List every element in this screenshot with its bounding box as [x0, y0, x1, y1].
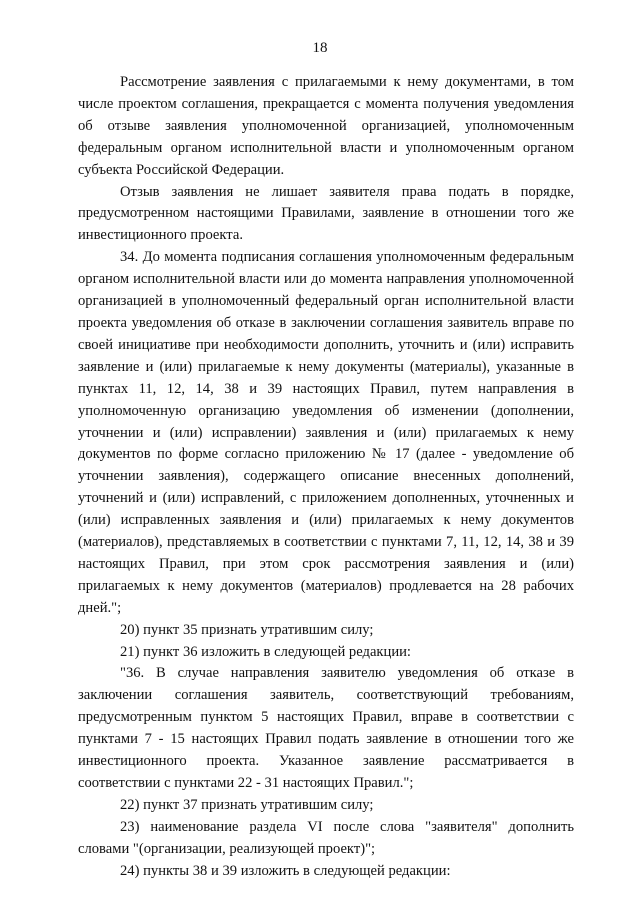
paragraph-amendment-23: 23) наименование раздела VI после слова "заявителя" дополнить словами "(организации, реализующей проект)"; — [78, 818, 574, 857]
paragraph-withdrawal-termination: Рассмотрение заявления с прилагаемыми к нему документами, в том числе проектом соглашения, прекращается с момента получения уведомления об отзыве заявления уполномоченной организацией, уполномоченным федеральным органом исполнительной власти и уполномоченным органом субъекта Российской Федерации. — [78, 74, 574, 178]
paragraph-withdrawal-rights: Отзыв заявления не лишает заявителя права подать в порядке, предусмотренном настоящими Правилами, заявление в отношении того же инвестиционного проекта. — [78, 183, 574, 244]
paragraph-amendment-24: 24) пункты 38 и 39 изложить в следующей редакции: — [120, 862, 451, 879]
document-body — [78, 72, 574, 883]
page-number: 18 — [312, 40, 328, 56]
paragraph-item-34: 34. До момента подписания соглашения уполномоченным федеральным органом исполнительной власти или до момента направления уполномоченной организацией в уполномоченный федеральный орган исполнительной власти проекта уведомления об отказе в заключении соглашения заявитель вправе по своей инициативе при необходимости дополнить, уточнить и (или) исправить заявление и (или) прилагаемые к нему документы (материалы), указанные в пунктах 11, 12, 14, 38 и 39 настоящих Правил, путем направления в уполномоченную организацию уведомления об изменении (дополнении, уточнении и (или) исправлении) заявления и (или) прилагаемых к нему документов по форме согласно приложению № 17 (далее - уведомление об уточнении заявления), содержащего описание внесенных дополнений, уточнений и (или) исправлений, с приложением дополненных, уточненных и (или) исправленных заявления и (или) прилагаемых к нему документов (материалов), представляемых в соответствии с пунктами 7, 11, 12, 14, 38 и 39 настоящих Правил, при этом срок рассмотрения заявления и (или) прилагаемых к нему документов (материалов) продлевается на 28 рабочих дней."; — [78, 249, 574, 616]
paragraph-amendment-21: 21) пункт 36 изложить в следующей редакции: — [120, 643, 411, 660]
paragraph-amendment-22: 22) пункт 37 признать утратившим силу; — [120, 796, 374, 813]
paragraph-item-36: "36. В случае направления заявителю уведомления об отказе в заключении соглашения заявитель, соответствующий требованиям, предусмотренным пунктом 5 настоящих Правил, вправе в соответствии с пунктами 7 - 15 настоящих Правил подать заявление в отношении того же инвестиционного проекта. Указанное заявление рассматривается в соответствии с пунктами 22 - 31 настоящих Правил."; — [78, 665, 574, 791]
paragraph-amendment-20: 20) пункт 35 признать утратившим силу; — [120, 621, 374, 638]
